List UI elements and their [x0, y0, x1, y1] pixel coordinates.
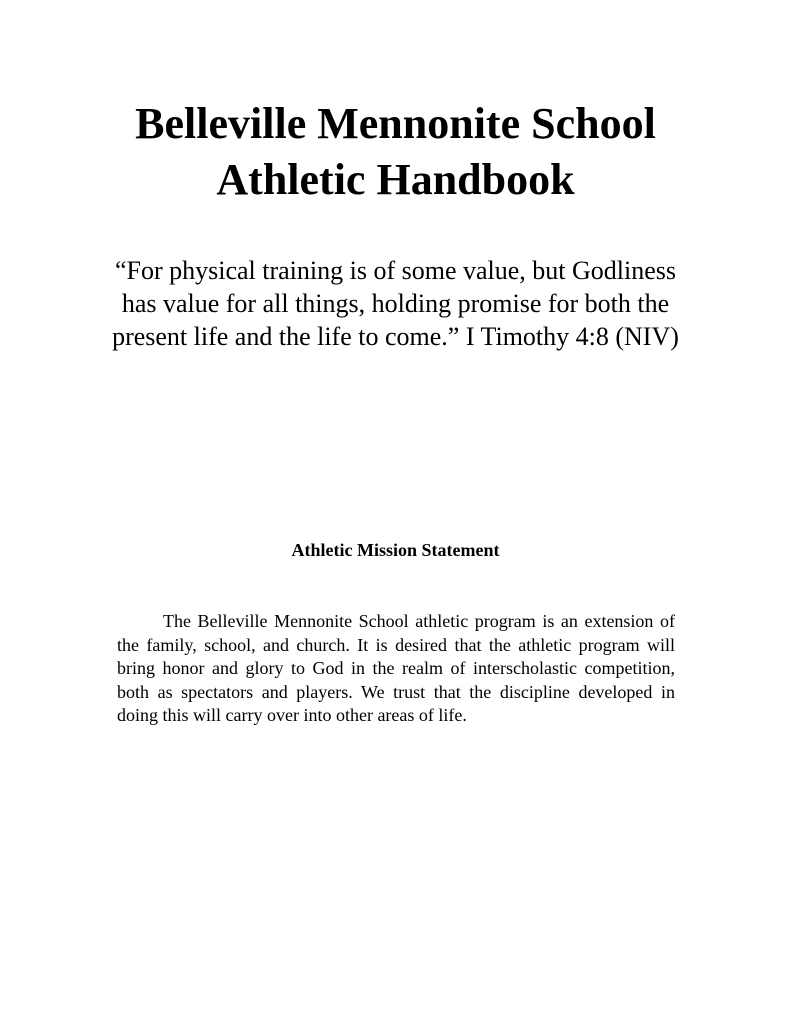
- document-title: [0, 96, 791, 208]
- mission-statement-heading: Athletic Mission Statement: [291, 540, 500, 560]
- scripture-quote: “For physical training is of some value, but Godliness has value for all things, holding promise for both the present life and the life to come.” I Timothy 4:8 (NIV): [112, 256, 679, 351]
- title-line-school: Belleville Mennonite School: [135, 99, 656, 148]
- title-line-handbook: Athletic Handbook: [216, 155, 575, 204]
- mission-statement-body: The Belleville Mennonite School athletic program is an extension of the family, school, and church. It is desired that the athletic program will bring honor and glory to God in the realm of interscholastic competition, both as spectators and players. We trust that the discipline developed in doing this will carry over into other areas of life.: [117, 611, 675, 725]
